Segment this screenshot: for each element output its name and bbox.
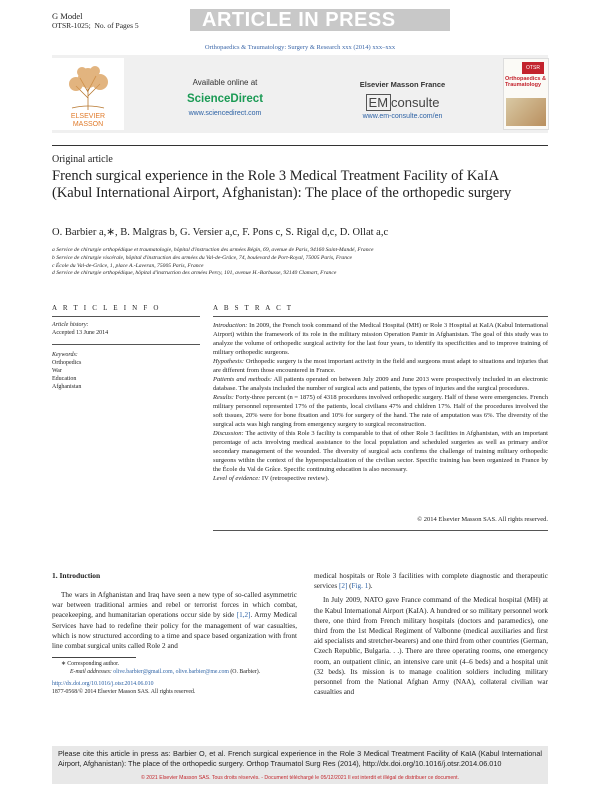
keywords-label: Keywords: xyxy=(52,352,78,358)
article-info-body xyxy=(52,321,200,391)
em-logo-box: EM xyxy=(366,94,392,111)
abstract-body xyxy=(213,321,548,483)
footnotes xyxy=(52,660,297,696)
abstract-introduction: Introduction: In 2009, the French took command of the Medical Hospital (MH) or Role 3 Hospital at KaIA (Kabul International Airport) within the framework of its role in the military mission Operation Pamir in Afghanistan. The goal of this study was to analyze the volume of orthopedic surgical activity for the last four years, to identify its specificities and to improve training of military orthopedic surgeons. xyxy=(213,322,548,356)
elsevier-line2: MASSON xyxy=(72,120,104,128)
body-paragraph: In July 2009, NATO gave France command of the Medical hospital (MH) at the Kabul International Airport (KaIA). A hundred or so military personnel work there, one third from French military hospitals (doctors and paramedics), one third from the 1st Medical Regiment of Valbonne (medical auxiliaries and first aid specialists and stretcher-bearers) and one third from other countries (German, Czech Republic, Bulgaria. . .). There are three operating rooms, one emergency room, an outpatient clinic, an intensive care unit (4–6 beds) and a hospital unit (32 beds). Its mission is to manage coalition soldiers including military personnel from the National Afghan Army (NAA), collateral civilian war casualties and xyxy=(314,596,548,697)
footnote-divider xyxy=(52,657,136,658)
citation-link[interactable]: [1,2] xyxy=(236,611,251,620)
affiliation-item: b Service de chirurgie viscérale, hôpital d'instruction des armées du Val-de-Grâce, 74, boulevard de Port-Royal, 75005 Paris, France xyxy=(52,254,352,261)
header-meta xyxy=(52,12,139,30)
header-divider xyxy=(52,145,548,146)
article-info-separator xyxy=(52,344,200,345)
email-link[interactable]: olive.barbier@gmail.com, olive.barbier@me.com xyxy=(113,669,229,676)
cover-title: Orthopaedics & Traumatology xyxy=(505,76,546,88)
abstract-end-divider xyxy=(213,530,548,531)
author-list: O. Barbier a,∗, B. Malgras b, G. Versier a,c, F. Pons c, S. Rigal d,c, D. Ollat a,c xyxy=(52,227,389,238)
elsevier-wordmark xyxy=(52,113,124,128)
citation-link[interactable]: [2] xyxy=(338,582,348,591)
affiliation-item: c École du Val-de-Grâce, 1, place A.-Laveran, 75005 Paris, France xyxy=(52,262,204,269)
abstract-hypothesis: Hypothesis: Orthopedic surgery is the most important activity in the field and surgeons must adapt to situations and injuries that are different from those encountered in France. xyxy=(213,358,549,374)
elsevier-line1: ELSEVIER xyxy=(70,113,106,120)
affiliation-item: d Service de chirurgie orthopédique, hôpital d'instruction des armées Percy, 101, avenue H.-Barbusse, 92140 Clamart, France xyxy=(52,270,337,277)
page-count: No. of Pages 5 xyxy=(94,21,139,30)
abstract-divider xyxy=(213,316,548,317)
cover-image xyxy=(506,98,546,126)
em-publisher-label: Elsevier Masson France xyxy=(359,80,446,89)
em-consulte-link[interactable]: www.em-consulte.com/en xyxy=(362,113,443,120)
sciencedirect-logo[interactable]: ScienceDirect xyxy=(186,93,264,105)
abstract-results: Results: Forty-three percent (n = 1875) of 4318 procedures involved orthopedic surgery. Half of these were emergencies. French military personnel represented 17% of the patients, local civilians 47% and children 17%. Half of the procedures involved the soft tissues, 20% were for bone fixation and 10% for surgery of the hand. The rate of amputation was 6%. The diversity of the surgical acts was high ranging from emergency surgery to surgical reconstruction. xyxy=(213,394,548,428)
section-heading: 1. Introduction xyxy=(52,571,101,580)
em-consulte-block xyxy=(330,80,475,120)
keyword-item: Education xyxy=(52,376,77,382)
affiliation-item: a Service de chirurgie orthopédique et traumatologie, hôpital d'instruction des armées Bégin, 69, avenue de Paris, 94160 Saint-Mandé, France xyxy=(52,247,374,253)
sciencedirect-block xyxy=(160,78,290,117)
article-info-divider xyxy=(52,316,200,317)
corresponding-author-note: ∗ Corresponding author. xyxy=(61,661,120,667)
body-column-left: The wars in Afghanistan and Iraq have seen a new type of so-called asymmetric war between traditional armies and rebel or terrorist forces in which combat, peacekeeping, and humanitarian operations occur side by side [1,2]. Army Medical Services have had to redefine their policy for the management of war casualties, which is now structured according to a time and space based organization with front line combat surgical units called Role 2 and xyxy=(52,591,297,651)
email-line: E-mail addresses: olive.barbier@gmail.com, olive.barbier@me.com (O. Barbier). xyxy=(70,669,261,676)
download-watermark: © 2021 Elsevier Masson SAS. Tous droits réservés. - Document téléchargé le 05/12/2021 Il est interdit et illégal de distribuer ce document. xyxy=(140,775,460,781)
abstract-heading: A B S T R A C T xyxy=(213,304,294,312)
em-consulte-logo[interactable] xyxy=(330,95,475,110)
body-column-right: medical hospitals or Role 3 facilities with complete diagnostic and therapeutic services [2] (Fig. 1). In July 2009, NATO gave France command of the Medical hospital (MH) at the Kabul International Airport (KaIA). A hundred or so military personnel work there, one third from French military hospitals (doctors and paramedics), one third from the 1st Medical Regiment of Valbonne (medical auxiliaries and first aid specialists and stretcher-bearers) and one third from other countries (German, Czech Republic, Bulgaria. . .). There are three operating rooms, one emergency room, an outpatient clinic, an intensive care unit (4–6 beds) and a hospital unit (32 beds). Its mission is to manage coalition soldiers including military personnel from the National Afghan Army (NAA), collateral civilian war casualties and xyxy=(314,572,548,697)
article-info-heading: A R T I C L E I N F O xyxy=(52,304,161,312)
citation-box: Please cite this article in press as: Barbier O, et al. French surgical experience in the Role 3 Medical Treatment Facility of KaIA (Kabul International Airport, Afghanistan): The place of the orthopedic surgery. Orthop Traumatol Surg Res (2014), http://dx.doi.org/10.1016/j.otsr.2014.06.010 xyxy=(52,746,548,784)
article-ref: OTSR-1025; xyxy=(52,21,91,30)
em-logo-text: consulte xyxy=(391,95,440,110)
cover-badge: OTSR xyxy=(522,62,544,74)
abstract-level-of-evidence: Level of evidence: IV (retrospective review). xyxy=(213,475,330,482)
journal-citation-line[interactable]: Orthopaedics & Traumatology: Surgery & Research xxx (2014) xxx–xxx xyxy=(204,44,396,51)
article-title: French surgical experience in the Role 3 Medical Treatment Facility of KaIA (Kabul International Airport, Afghanistan): The place of the orthopedic surgery xyxy=(52,168,512,201)
figure-link[interactable]: Fig. 1 xyxy=(351,582,369,591)
sciencedirect-link[interactable]: www.sciencedirect.com xyxy=(188,110,262,117)
abstract-discussion: Discussion: The activity of this Role 3 facility is comparable to that of other Role 3 facilities in Afghanistan, with an important percentage of acts involving medical assistance to the local population and scheduled surgeries as well as primary and/or secondary management of the wounded. The diversity of surgical acts confirms the challenge of training military orthopedic surgeons within the context of the hyperspecialization of the civilian sector. Specific training has been organized in France by the École du Val de Grâce. Specific continuing education is also necessary. xyxy=(213,430,548,473)
keyword-item: Afghanistan xyxy=(52,384,82,390)
available-online-label: Available online at xyxy=(192,78,258,87)
model-label: G Model xyxy=(52,11,83,21)
article-type: Original article xyxy=(52,154,113,165)
accepted-date: Accepted 13 June 2014 xyxy=(52,330,109,336)
history-label: Article history: xyxy=(52,322,89,328)
keyword-item: Orthopedics xyxy=(52,360,82,366)
doi-link[interactable]: http://dx.doi.org/10.1016/j.otsr.2014.06.010 xyxy=(52,680,154,687)
affiliations xyxy=(52,247,373,278)
abstract-methods: Patients and methods: All patients operated on between July 2009 and June 2013 were prospectively included in an electronic database. The analysis included the number of surgical acts and patients, the types of injuries and the surgical procedures. xyxy=(213,376,548,392)
issn-line: 1877-0568/© 2014 Elsevier Masson SAS. All rights reserved. xyxy=(52,688,196,695)
keyword-item: War xyxy=(52,368,62,374)
abstract-copyright: © 2014 Elsevier Masson SAS. All rights reserved. xyxy=(417,516,548,523)
article-in-press-banner: ARTICLE IN PRESS xyxy=(190,9,450,31)
